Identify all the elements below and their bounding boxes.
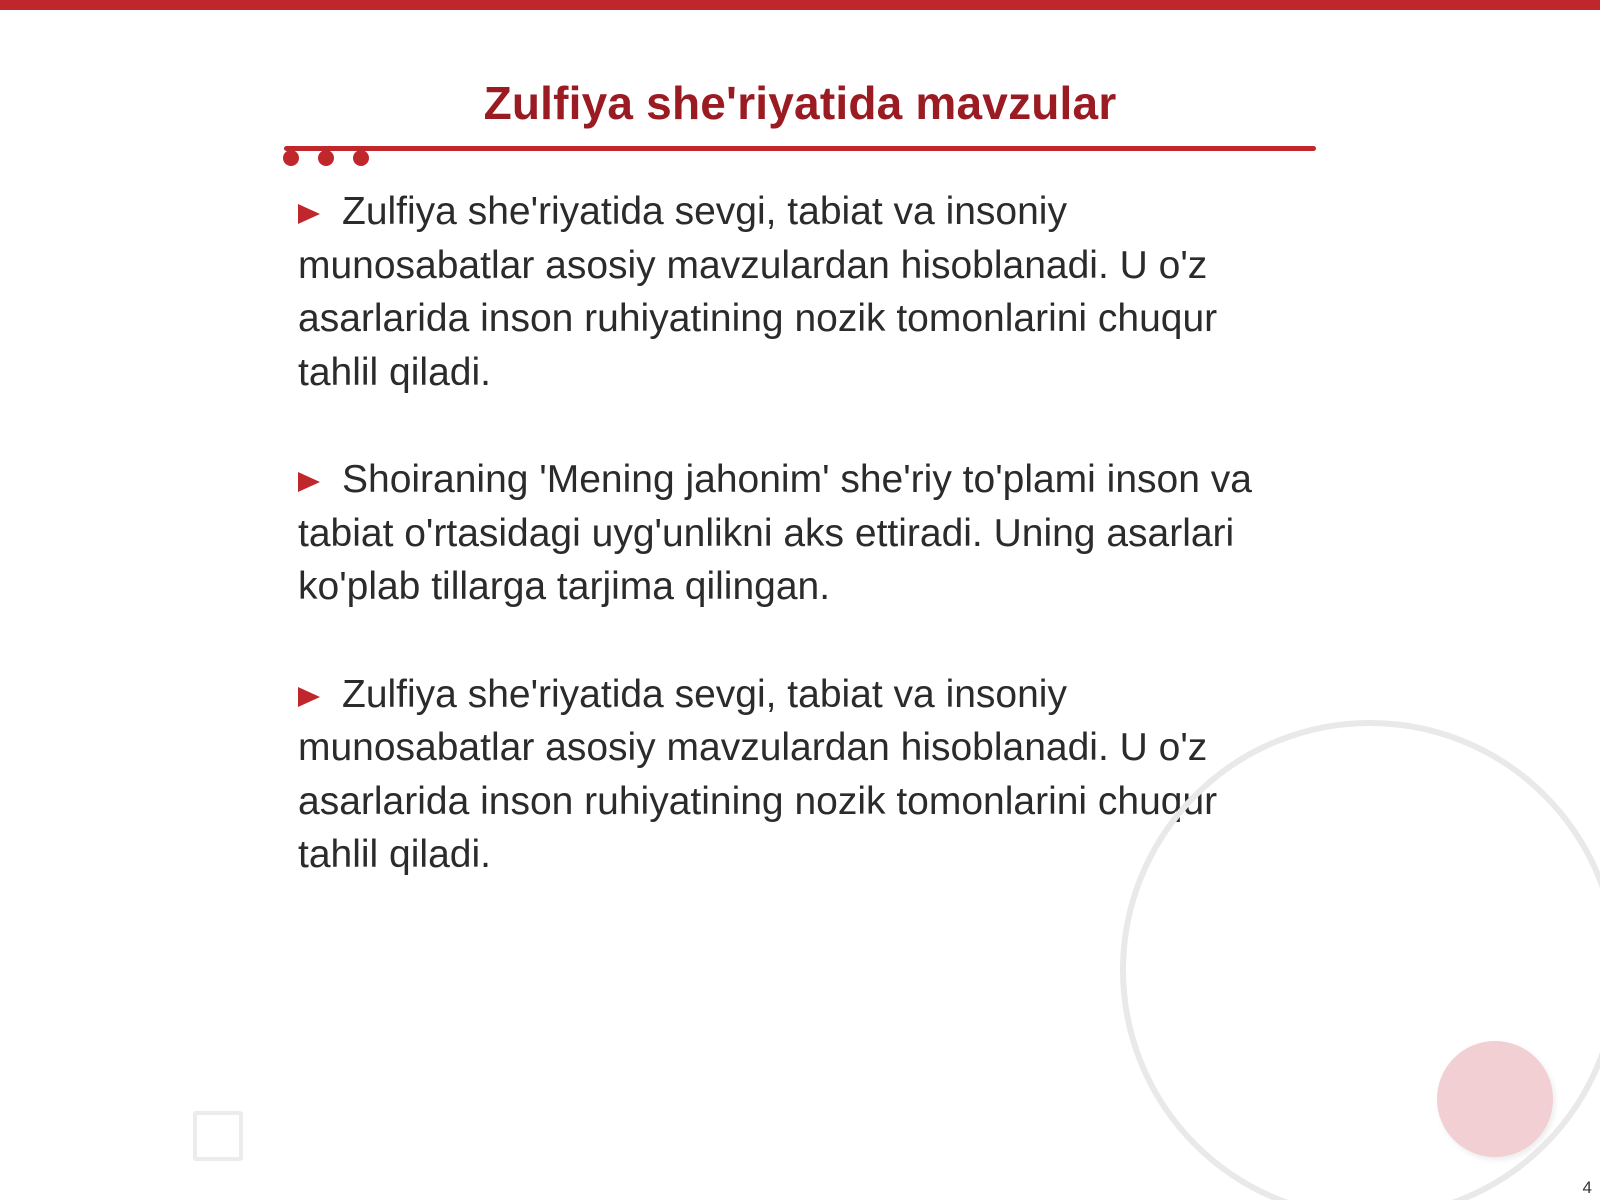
top-accent-bar [0,0,1600,10]
bullet-list [298,185,1298,882]
decorative-dot [283,150,299,166]
bullet-item [298,185,1298,399]
triangle-bullet-icon [298,472,320,492]
slide-title: Zulfiya she'riyatida mavzular [483,77,1117,129]
triangle-bullet-icon [298,204,320,224]
bullet-text: Zulfiya she'riyatida sevgi, tabiat va insoniy munosabatlar asosiy mavzulardan hisoblanadi. U o'z asarlarida inson ruhiyatining nozik tomonlarini chuqur tahlil qiladi. [298,672,1218,876]
bullet-item [298,668,1298,882]
decorative-square [193,1111,243,1161]
decorative-dot [318,150,334,166]
triangle-bullet-icon [298,687,320,707]
title-underline [284,146,1316,151]
decorative-dot [353,150,369,166]
decorative-pink-circle [1437,1041,1553,1157]
bullet-item [298,453,1298,614]
bullet-text: Zulfiya she'riyatida sevgi, tabiat va insoniy munosabatlar asosiy mavzulardan hisoblanadi. U o'z asarlarida inson ruhiyatining nozik tomonlarini chuqur tahlil qiladi. [298,190,1218,394]
bullet-text: Shoiraning 'Mening jahonim' she'riy to'plami inson va tabiat o'rtasidagi uyg'unlikni aks ettiradi. Uning asarlari ko'plab tillarga tarjima qilingan. [298,458,1252,608]
page-number: 4 [1582,1178,1592,1197]
